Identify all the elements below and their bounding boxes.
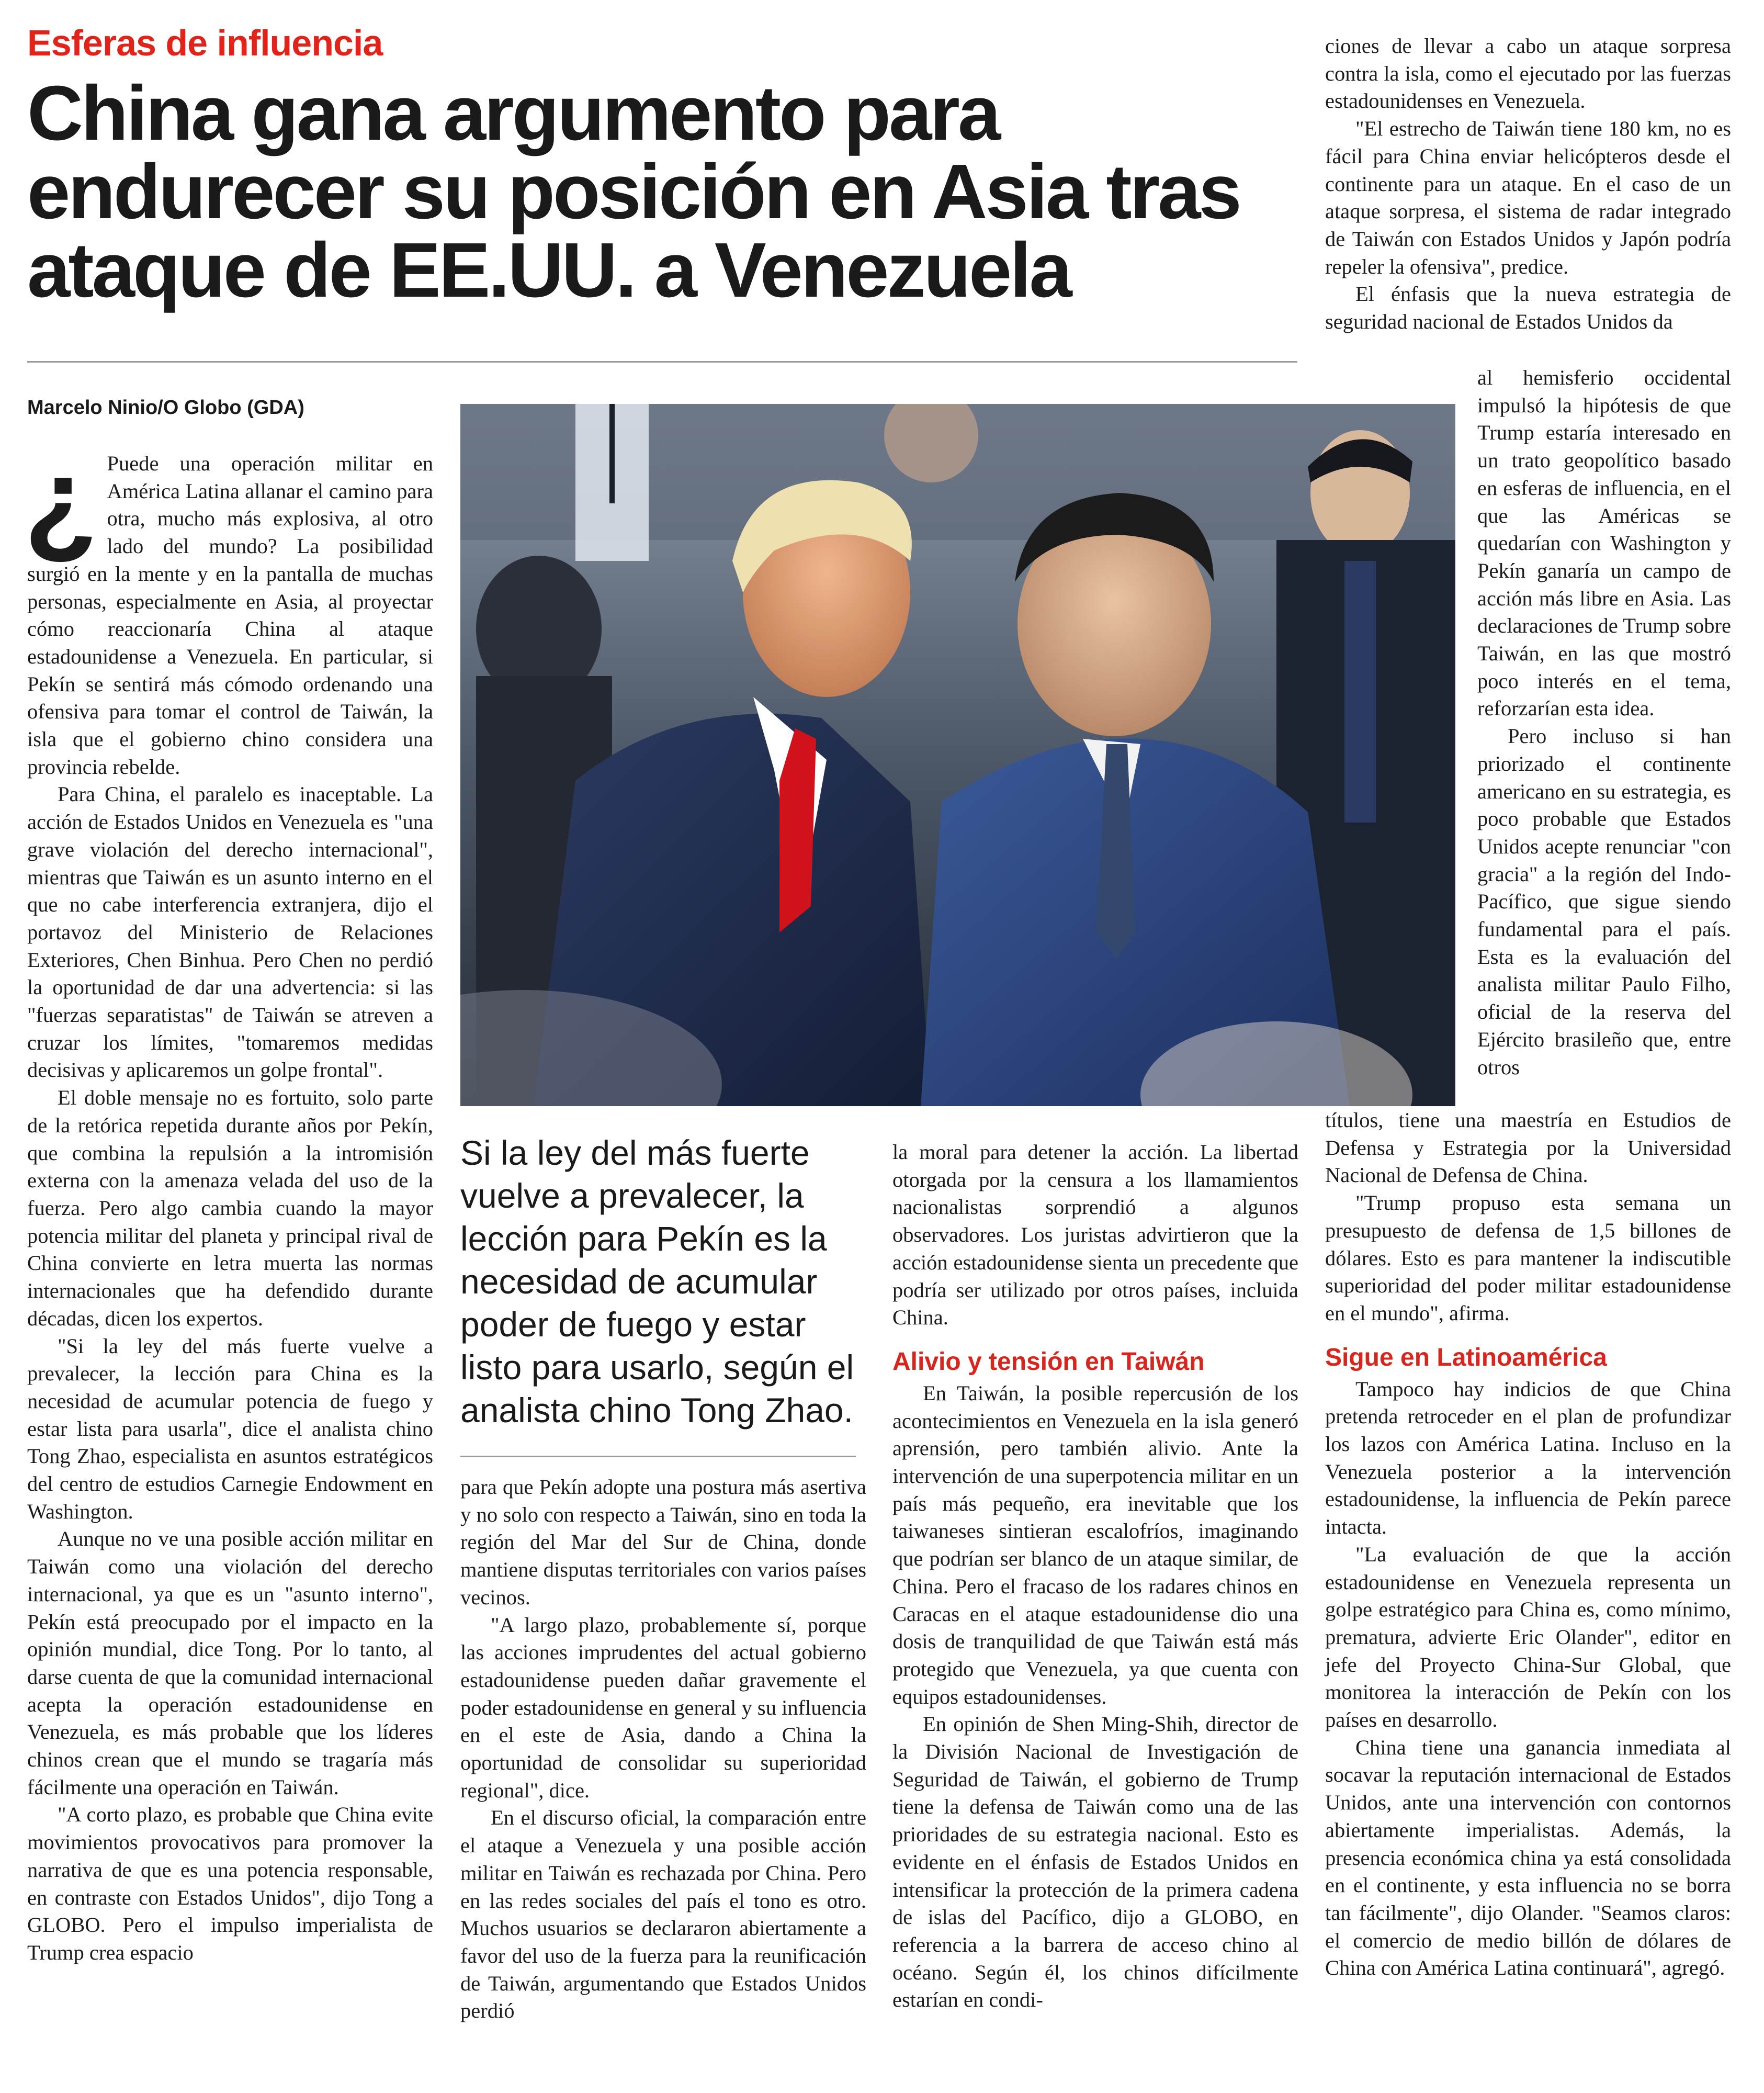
article-column-2 — [460, 1473, 866, 2025]
paragraph: Pero incluso si han priorizado el continente americano en su estrategia, es poco probable que Estados Unidos acepte renunciar "con gracia" a la región del Indo-Pacífico, que sigue siendo fundamental para el país. Esta es la evaluación del analista militar Paulo Filho, oficial de la reserva del Ejército brasileño que, entre otros — [1477, 724, 1731, 1079]
headline: China gana argumento para endurecer su posición en Asia tras ataque de EE.UU. a Venezuela — [27, 70, 1240, 313]
paragraph: Puede una operación militar en América Latina allanar el camino para otra, mucho más explosiva, al otro lado del mundo? La posibilidad surgió en la mente y en la pantalla de muchas personas, especialmente en Asia, al proyectar cómo reaccionaría China al ataque estadounidense a Venezuela. En particular, si Pekín se sentirá más cómodo ordenando una ofensiva para tomar el control de Taiwán, la isla que el gobierno chino considera una provincia rebelde. — [27, 452, 433, 779]
byline: Marcelo Ninio/O Globo (GDA) — [27, 397, 304, 419]
paragraph: "La evaluación de que la acción estadounidense en Venezuela representa un golpe estratégico para China es, como mínimo, prematura, advierte Eric Olander", editor en jefe del Proyecto China-Sur Global, que monitorea la interacción de Pekín con los países en desarrollo. — [1325, 1542, 1731, 1732]
paragraph: para que Pekín adopte una postura más asertiva y no solo con respecto a Taiwán, sino en toda la región del Mar del Sur de China, donde mantiene disputas territoriales con varios países vecinos. — [460, 1475, 866, 1609]
paragraph: China tiene una ganancia inmediata al socavar la reputación internacional de Estados Unidos, ante una intervención con contornos abiertamente imperialistas. Además, la presencia económica china ya está consolidada en el continente, y esta influencia no se borra tan fácilmente", dijo Olander. "Seamos claros: el comercio de medio billón de dólares de China con América Latina continuará", agregó. — [1325, 1735, 1731, 1980]
paragraph: En Taiwán, la posible repercusión de los acontecimientos en Venezuela en la isla generó aprensión, pero también alivio. Ante la intervención de una superpotencia militar en un país más pequeño, era inevitable que los taiwaneses sintieran escalofríos, imaginando que podrían ser blanco de un ataque similar, de China. Pero el fracaso de los radares chinos en Caracas en el ataque estadounidense dio una dosis de tranquilidad de que Taiwán está más protegido que Venezuela, ya que cuenta con equipos estadounidenses. — [892, 1381, 1298, 1708]
pull-quote: Si la ley del más fuerte vuelve a prevalecer, la lección para Pekín es la necesidad de acumular poder de fuego y estar listo para usarlo, según el analista chino Tong Zhao. — [460, 1133, 854, 1430]
news-photo — [460, 404, 1455, 1106]
article-column-4-bottom — [1325, 1107, 1731, 1982]
paragraph: "A largo plazo, probablemente sí, porque las acciones imprudentes del actual gobierno estadounidense pueden dañar gravemente el poder estadounidense en general y su influencia en el este de Asia, dando a China la oportunidad de consolidar su superioridad regional", dice. — [460, 1613, 866, 1802]
paragraph: "Trump propuso esta semana un presupuesto de defensa de 1,5 billones de dólares. Esto es para mantener la indiscutible superioridad del poder militar estadounidense en el mundo", afirma. — [1325, 1191, 1731, 1325]
paragraph: "A corto plazo, es probable que China evite movimientos provocativos para promover la narrativa de que es una potencia responsable, en contraste con Estados Unidos", dijo Tong a GLOBO. Pero el impulso imperialista de Trump crea espacio — [27, 1803, 433, 1964]
drop-cap: ¿ — [24, 433, 98, 567]
pull-quote-divider — [460, 1456, 856, 1457]
paragraph: títulos, tiene una maestría en Estudios de Defensa y Estrategia por la Universidad Nacional de Defensa de China. — [1325, 1108, 1731, 1187]
headline-divider — [27, 361, 1297, 363]
paragraph: El énfasis que la nueva estrategia de seguridad nacional de Estados Unidos da — [1325, 282, 1731, 334]
subheading: Sigue en Latinoamérica — [1325, 1343, 1607, 1371]
paragraph: "Si la ley del más fuerte vuelve a prevalecer, la lección para China es la necesidad de acumular potencia de fuego y estar lista para usarla", dice el analista chino Tong Zhao, especialista en asuntos estratégicos del centro de estudios Carnegie Endowment en Washington. — [27, 1334, 433, 1523]
article-column-4-wrap — [1477, 364, 1731, 1081]
article-column-3 — [892, 1139, 1298, 2014]
subheading: Alivio y tensión en Taiwán — [892, 1347, 1205, 1376]
paragraph: la moral para detener la acción. La libertad otorgada por la censura a los llamamientos nacionalistas sorprendió a algunos observadores. Los juristas advirtieron que la acción estadounidense sienta un precedente que podría ser utilizado por otros países, incluida China. — [892, 1140, 1298, 1330]
article-column-1 — [24, 433, 433, 1967]
paragraph: Para China, el paralelo es inaceptable. La acción de Estados Unidos en Venezuela es "una grave violación del derecho internacional", mientras que Taiwán es un asunto interno en el que no cabe interferencia extranjera, dijo el portavoz del Ministerio de Relaciones Exteriores, Chen Binhua. Pero Chen no perdió la oportunidad de dar una advertencia: si las "fuerzas separatistas" de Taiwán se atreven a cruzar los límites, "tomaremos medidas decisivas y aplicaremos un golpe frontal". — [27, 782, 433, 1082]
paragraph: En el discurso oficial, la comparación entre el ataque a Venezuela y una posible acción militar en Taiwán es rechazada por China. Pero en las redes sociales del país el tono es otro. Muchos usuarios se declararon abiertamente a favor del uso de la fuerza para la reunificación de Taiwán, argumentando que Estados Unidos perdió — [460, 1806, 866, 2023]
paragraph: Tampoco hay indicios de que China pretenda retroceder en el plan de profundizar los lazos con América Latina. Incluso en la Venezuela posterior a la intervención estadounidense, la influencia de Pekín parece intacta. — [1325, 1377, 1731, 1539]
paragraph: al hemisferio occidental impulsó la hipótesis de que Trump estaría interesado en un trato geopolítico basado en esferas de influencia, en el que las Américas se quedarían con Washington y Pekín ganaría un campo de acción más libre en Asia. Las declaraciones de Trump sobre Taiwán, en las que mostró poco interés en el tema, reforzarían esta idea. — [1477, 366, 1731, 721]
section-kicker: Esferas de influencia — [27, 22, 383, 63]
paragraph: El doble mensaje no es fortuito, solo parte de la retórica repetida durante años por Pekín, que combina la repulsión a la intromisión externa con la amenaza velada del uso de la fuerza. Pero algo cambia cuando la mayor potencia militar del planeta y principal rival de China convierte en letra muerta las normas internacionales que ha defendido durante décadas, dicen los expertos. — [27, 1086, 433, 1330]
paragraph: En opinión de Shen Ming-Shih, director de la División Nacional de Investigación de Seguridad de Taiwán, el gobierno de Trump tiene la defensa de Taiwán como una de las prioridades de su estrategia nacional. Esto es evidente en el énfasis de Estados Unidos en intensificar la protección de la primera cadena de islas del Pacífico, dijo a GLOBO, en referencia a la barrera de acceso chino al océano. Según él, los chinos difícilmente estarían en condi- — [892, 1712, 1298, 2012]
paragraph: ciones de llevar a cabo un ataque sorpresa contra la isla, como el ejecutado por las fuerzas estadounidenses en Venezuela. — [1325, 34, 1731, 113]
paragraph: "El estrecho de Taiwán tiene 180 km, no es fácil para China enviar helicópteros desde el continente para un ataque. En el caso de un ataque sorpresa, el sistema de radar integrado de Taiwán con Estados Unidos y Japón podría repeler la ofensiva", predice. — [1325, 117, 1731, 278]
photo-illustration — [460, 404, 1455, 1106]
paragraph: Aunque no ve una posible acción militar en Taiwán como una violación del derecho internacional, ya que es un "asunto interno", Pekín está preocupado por el impacto en la opinión mundial, dice Tong. Por lo tanto, al darse cuenta de que la comunidad internacional acepta la operación estadounidense en Venezuela, es más probable que los líderes chinos crean que el mundo se tragaría más fácilmente una operación en Taiwán. — [27, 1527, 433, 1799]
article-column-4-top — [1325, 32, 1731, 336]
